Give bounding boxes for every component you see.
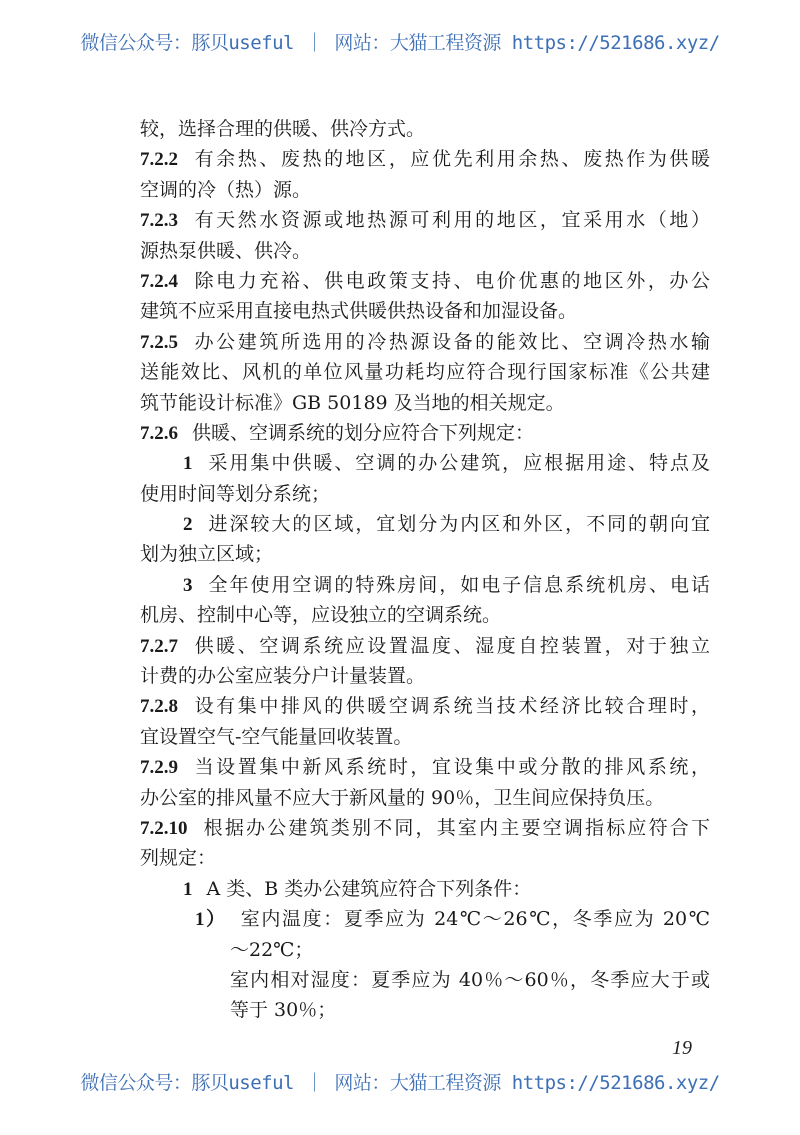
line-text: 空调的冷（热）源。 (140, 178, 312, 201)
text-line (183, 570, 710, 600)
line-text: ～22℃； (230, 938, 314, 961)
clause-paragraph (140, 114, 710, 144)
line-text: 划为独立区域； (140, 543, 274, 566)
line-text: 办公建筑所选用的冷热源设备的能效比、空调冷热水输 (192, 330, 710, 353)
text-line (140, 752, 710, 782)
text-line (183, 509, 710, 539)
clause-paragraph (140, 570, 710, 631)
line-text: 进深较大的区域，宜划分为内区和外区，不同的朝向宜 (206, 513, 710, 536)
text-line (140, 661, 710, 691)
line-text: 室内温度：夏季应为 24℃～26℃，冬季应为 20℃ (240, 908, 710, 931)
clause-number: 3 (183, 574, 193, 596)
text-line (140, 205, 710, 235)
text-line (140, 479, 710, 509)
text-line (140, 783, 710, 813)
line-text: 根据办公建筑类别不同，其室内主要空调指标应符合下 (201, 816, 710, 839)
clause-number: 7.2.3 (140, 210, 178, 232)
line-text: 全年使用空调的特殊房间，如电子信息系统机房、电话 (206, 573, 710, 596)
line-text: 等于 30％； (230, 999, 337, 1022)
line-text: 使用时间等划分系统； (140, 482, 331, 505)
text-line (140, 691, 710, 721)
text-line (140, 722, 710, 752)
text-line (140, 236, 710, 266)
clause-paragraph (140, 205, 710, 266)
line-text: 建筑不应采用直接电热式供暖供热设备和加湿设备。 (140, 300, 578, 323)
clause-number: 7.2.10 (140, 817, 188, 839)
text-line (140, 144, 710, 174)
text-line (140, 539, 710, 569)
line-text: 办公室的排风量不应大于新风量的 90％，卫生间应保持负压。 (140, 786, 665, 809)
clause-paragraph (140, 874, 710, 904)
line-text: 宜设置空气-空气能量回收装置。 (140, 725, 413, 748)
line-text: 列规定： (140, 847, 217, 870)
clause-number: 2 (183, 514, 193, 536)
clause-paragraph (140, 448, 710, 509)
document-body (140, 114, 710, 1026)
watermark-header: 微信公众号：豚贝useful ｜ 网站：大猫工程资源 https://521686.xyz/ (80, 32, 720, 54)
clause-paragraph (140, 509, 710, 570)
clause-paragraph (140, 327, 710, 418)
text-line (140, 600, 710, 630)
clause-paragraph (140, 418, 710, 448)
text-line (183, 448, 710, 478)
clause-number: 1 (183, 453, 193, 475)
clause-number: 7.2.8 (140, 696, 178, 718)
line-text: 有天然水资源或地热源可利用的地区，宜采用水（地） (192, 209, 710, 232)
text-line (140, 266, 710, 296)
clause-number: 7.2.9 (140, 757, 178, 779)
text-line (140, 843, 710, 873)
clause-number: 7.2.2 (140, 149, 178, 171)
clause-number: 7.2.5 (140, 331, 178, 353)
line-text: 机房、控制中心等，应设独立的空调系统。 (140, 604, 502, 627)
text-line (195, 904, 710, 934)
line-text: 筑节能设计标准》GB 50189 及当地的相关规定。 (140, 391, 565, 414)
text-line (140, 418, 710, 448)
line-text: 有余热、废热的地区，应优先利用余热、废热作为供暖 (192, 148, 710, 171)
clause-paragraph (140, 691, 710, 752)
line-text: 计费的办公室应装分户计量装置。 (140, 665, 426, 688)
line-text: 除电力充裕、供电政策支持、电价优惠的地区外，办公 (192, 269, 710, 292)
text-line (230, 935, 710, 965)
clause-paragraph (140, 631, 710, 692)
text-line (140, 357, 710, 387)
text-line (140, 813, 710, 843)
page-number: 19 (672, 1037, 692, 1059)
clause-paragraph (140, 266, 710, 327)
text-line (140, 114, 710, 144)
text-line (140, 296, 710, 326)
text-line (140, 631, 710, 661)
text-line (183, 874, 710, 904)
line-text: 当设置集中新风系统时，宜设集中或分散的排风系统， (192, 756, 710, 779)
line-text: 供暖、空调系统应设置温度、湿度自控装置，对于独立 (192, 634, 710, 657)
clause-paragraph (140, 965, 710, 1026)
clause-paragraph (140, 813, 710, 874)
text-line (140, 175, 710, 205)
text-line (230, 995, 710, 1025)
line-text: 室内相对湿度：夏季应为 40％～60％，冬季应大于或 (230, 968, 710, 991)
clause-number: 7.2.6 (140, 422, 178, 444)
clause-paragraph (140, 904, 710, 965)
line-text: 较，选择合理的供暖、供冷方式。 (140, 118, 426, 140)
clause-number: 7.2.4 (140, 270, 178, 292)
line-text: 源热泵供暖、供冷。 (140, 239, 312, 262)
line-text: 设有集中排风的供暖空调系统当技术经济比较合理时， (192, 695, 710, 718)
clause-number: 1） (195, 909, 227, 931)
text-line (230, 965, 710, 995)
clause-number: 1 (183, 878, 193, 900)
text-line (140, 388, 710, 418)
clause-number: 7.2.7 (140, 635, 178, 657)
text-line (140, 327, 710, 357)
line-text: A 类、B 类办公建筑应符合下列条件： (206, 877, 532, 900)
watermark-footer: 微信公众号：豚贝useful ｜ 网站：大猫工程资源 https://521686.xyz/ (80, 1072, 720, 1094)
clause-paragraph (140, 144, 710, 205)
line-text: 送能效比、风机的单位风量功耗均应符合现行国家标准《公共建 (140, 361, 710, 384)
line-text: 供暖、空调系统的划分应符合下列规定： (192, 421, 535, 444)
line-text: 采用集中供暖、空调的办公建筑，应根据用途、特点及 (206, 452, 710, 475)
clause-paragraph (140, 752, 710, 813)
